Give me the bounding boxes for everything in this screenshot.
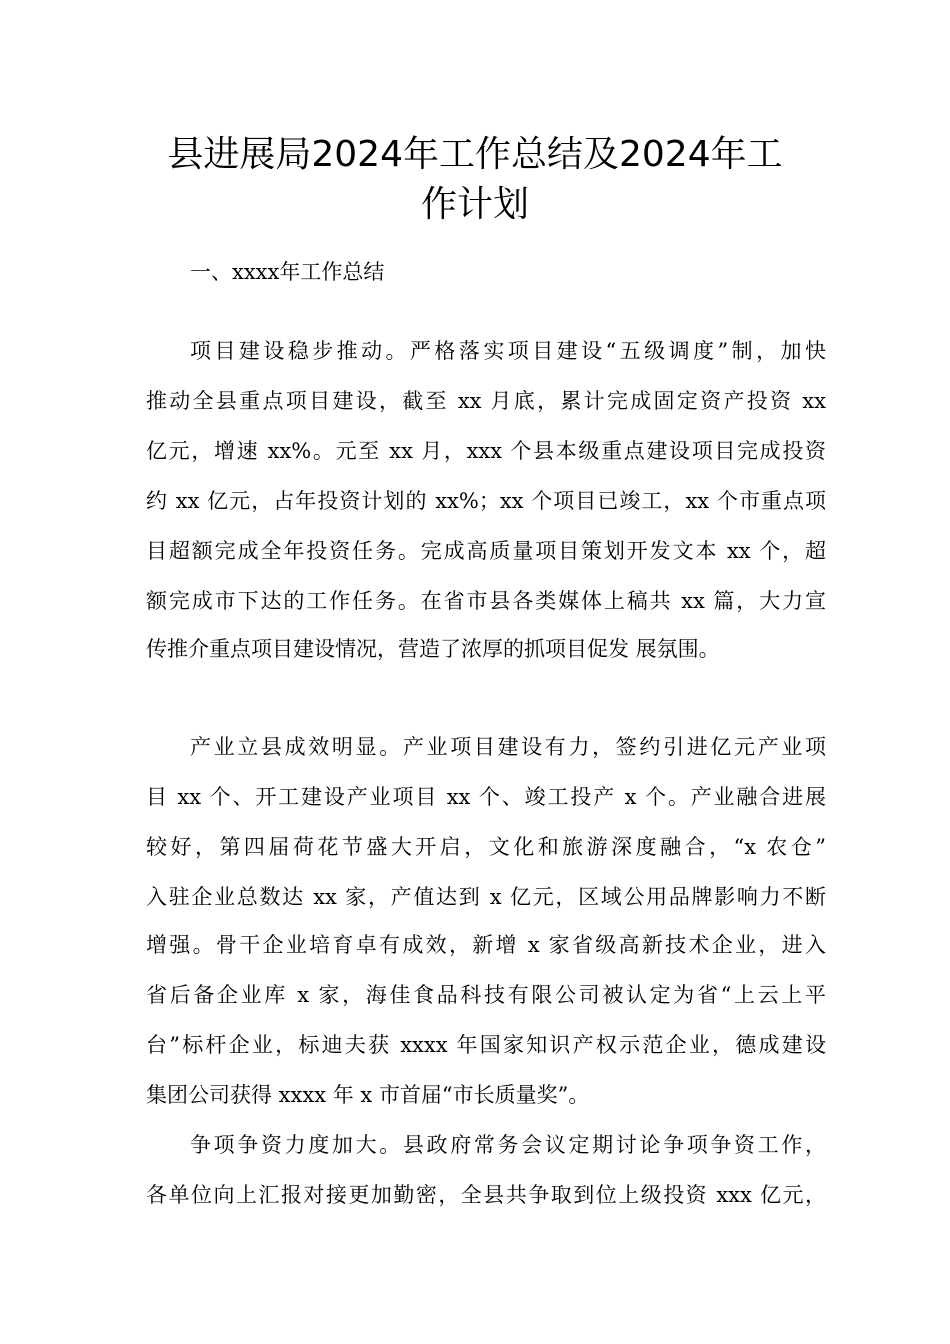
paragraph-2-line-3: 较好，第四届荷花节盛大开启，文化和旅游深度融合，“x 农仓”: [146, 835, 826, 859]
paragraph-2-line-2: 目 xx 个、开工建设产业项目 xx 个、竣工投产 x 个。产业融合进展: [146, 785, 826, 809]
section-heading: 一、xxxx年工作总结: [190, 260, 385, 284]
paragraph-2-line-8: 集团公司获得 xxxx 年 x 市首届“市长质量奖”。: [146, 1083, 590, 1107]
paragraph-2-line-1: 产业立县成效明显。产业项目建设有力，签约引进亿元产业项: [190, 735, 826, 759]
document-title-line-2: 作计划: [420, 184, 529, 225]
paragraph-2-line-7: 台”标杆企业，标迪夫获 xxxx 年国家知识产权示范企业，德成建设: [146, 1033, 826, 1057]
paragraph-1-line-1: 项目建设稳步推动。严格落实项目建设“五级调度”制，加快: [190, 339, 826, 363]
paragraph-2-line-6: 省后备企业库 x 家，海佳食品科技有限公司被认定为省“上云上平: [146, 983, 826, 1007]
paragraph-1-line-4: 约 xx 亿元，占年投资计划的 xx%；xx 个项目已竣工，xx 个市重点项: [146, 489, 826, 513]
paragraph-1-line-2: 推动全县重点项目建设，截至 xx 月底，累计完成固定资产投资 xx: [146, 389, 826, 413]
paragraph-1-line-7: 传推介重点项目建设情况，营造了浓厚的抓项目促发 展氛围。: [146, 637, 720, 661]
paragraph-2-line-4: 入驻企业总数达 xx 家，产值达到 x 亿元，区域公用品牌影响力不断: [146, 885, 826, 909]
paragraph-2-line-5: 增强。骨干企业培育卓有成效，新增 x 家省级高新技术企业，进入: [146, 933, 826, 957]
paragraph-3-line-1: 争项争资力度加大。县政府常务会议定期讨论争项争资工作，: [190, 1133, 826, 1157]
document-title-line-1: 县进展局2024年工作总结及2024年工: [167, 134, 783, 175]
paragraph-1-line-3: 亿元，增速 xx%。元至 xx 月，xxx 个县本级重点建设项目完成投资: [146, 439, 826, 463]
paragraph-1-line-6: 额完成市下达的工作任务。在省市县各类媒体上稿共 xx 篇，大力宣: [146, 589, 826, 613]
paragraph-1-line-5: 目超额完成全年投资任务。完成高质量项目策划开发文本 xx 个，超: [146, 539, 826, 563]
paragraph-3-line-2: 各单位向上汇报对接更加勤密，全县共争取到位上级投资 xxx 亿元，: [146, 1183, 826, 1207]
